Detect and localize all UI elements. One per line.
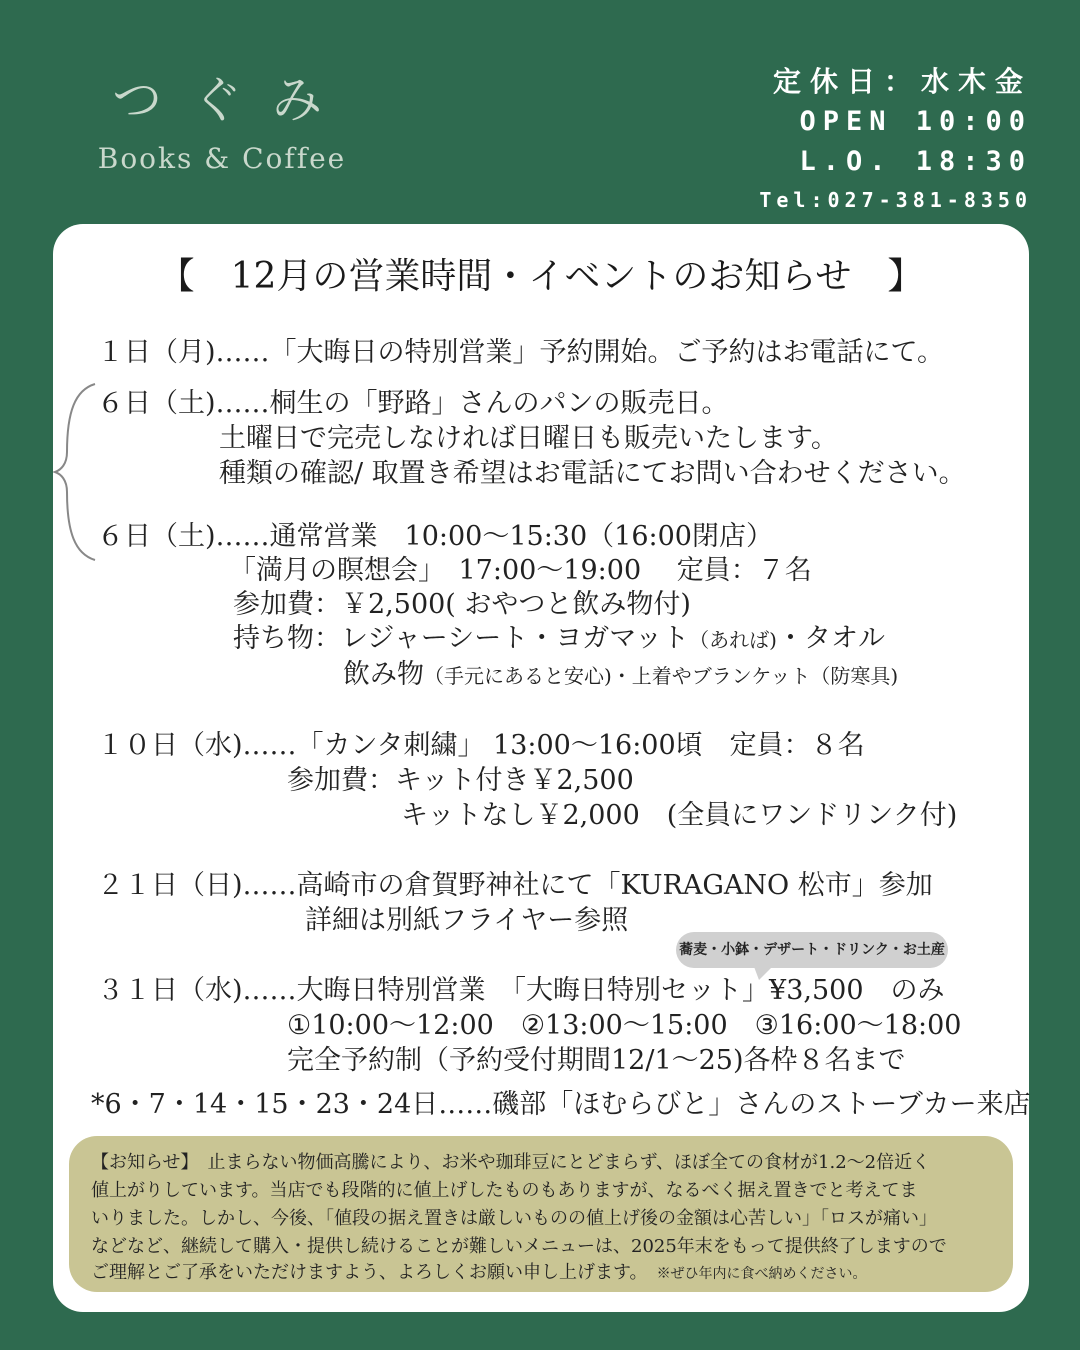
notice-title: 【 12月の営業時間・イベントのお知らせ 】 [158, 256, 924, 297]
announcement-footnote: ※ぜひ年内に食べ納めください。 [656, 1266, 867, 1282]
items-label: 持ち物：レジャーシート・ヨガマット [233, 623, 690, 654]
schedule-line-7: 参加費：￥2,500( おやつと飲み物付) [233, 589, 691, 620]
schedule-line-12: キットなし￥2,000 (全員にワンドリンク付) [401, 800, 958, 831]
last-order: L.O. 18:30 [799, 146, 1032, 177]
closed-days: 定休日：水木金 [772, 65, 1032, 98]
schedule-line-9 [343, 658, 898, 693]
schedule-line-2: ６日（土)……桐生の「野路」さんのパンの販売日。 [97, 388, 729, 419]
open-time: OPEN 10:00 [799, 106, 1032, 137]
business-hours [759, 62, 1032, 218]
announcement-closing: ご理解とご了承をいただけますよう、よろしくお願い申し上げます。 [91, 1262, 639, 1283]
items-drink-note: （手元にあると安心)・上着やブランケット（防寒具) [424, 664, 899, 688]
schedule-line-15: ３１日（水)……大晦日特別営業 「大晦日特別セット」¥3,500 のみ [97, 975, 945, 1006]
schedule-line-4: 種類の確認/ 取置き希望はお電話にてお問い合わせください。 [219, 458, 966, 489]
announcement-line-4: などなど、継続して購入・提供し続けることが難しいメニューは、2025年末をもって提供終了しますので [91, 1236, 947, 1257]
schedule-line-16: ①10:00～12:00 ②13:00～15:00 ③16:00～18:00 [287, 1010, 962, 1041]
brand-name-en: Books & Coffee [97, 142, 347, 175]
set-menu-bubble: 蕎麦・小鉢・デザート・ドリンク・お土産 [676, 932, 948, 968]
announcement-box [69, 1136, 1013, 1292]
announcement-line-5 [91, 1260, 867, 1287]
schedule-line-11: 参加費：キット付き￥2,500 [287, 765, 634, 796]
items-note: （あれば) [689, 628, 777, 652]
schedule-line-13: ２１日（日)……高崎市の倉賀野神社にて「KURAGANO 松市」参加 [97, 870, 933, 901]
schedule-line-5: ６日（土)……通常営業 10:00～15:30（16:00閉店） [97, 521, 773, 552]
brand-logo [72, 70, 372, 175]
schedule-line-3: 土曜日で完売しなければ日曜日も販売いたします。 [219, 423, 838, 454]
phone-number: Tel:027-381-8350 [759, 188, 1032, 212]
schedule-line-6: 「満月の瞑想会」 17:00～19:00 定員：７名 [229, 555, 812, 586]
schedule-line-10: １０日（水)……「カンタ刺繍」 13:00～16:00頃 定員：８名 [97, 730, 865, 761]
schedule-line-1: １日（月)……「大晦日の特別営業」予約開始。ご予約はお電話にて。 [97, 337, 944, 368]
items-drink: 飲み物 [343, 659, 424, 690]
schedule-line-18: *6・7・14・15・23・24日……磯部「ほむらびと」さんのストーブカー来店 [91, 1089, 1031, 1120]
announcement-line-3: いりました。しかし、今後、「値段の据え置きは厳しいものの値上げ後の金額は心苦しい」「ロスが痛い」 [91, 1208, 937, 1229]
brace-icon [53, 382, 103, 562]
items-towel: ・タオル [776, 623, 885, 654]
brand-name-jp: つぐみ [112, 71, 352, 129]
schedule-line-14: 詳細は別紙フライヤー参照 [305, 905, 629, 936]
notice-card [53, 224, 1029, 1312]
announcement-line-2: 値上がりしています。当店でも段階的に値上げしたものもありますが、なるべく据え置きでと考えてま [91, 1180, 918, 1201]
schedule-line-8 [233, 622, 885, 657]
schedule-line-17: 完全予約制（予約受付期間12/1～25)各枠８名まで [287, 1045, 906, 1076]
announcement-line-1: 【お知らせ】 止まらない物価高騰により、お米や珈琲豆にとどまらず、ほぼ全ての食材が1.2～2倍近く [91, 1152, 931, 1173]
